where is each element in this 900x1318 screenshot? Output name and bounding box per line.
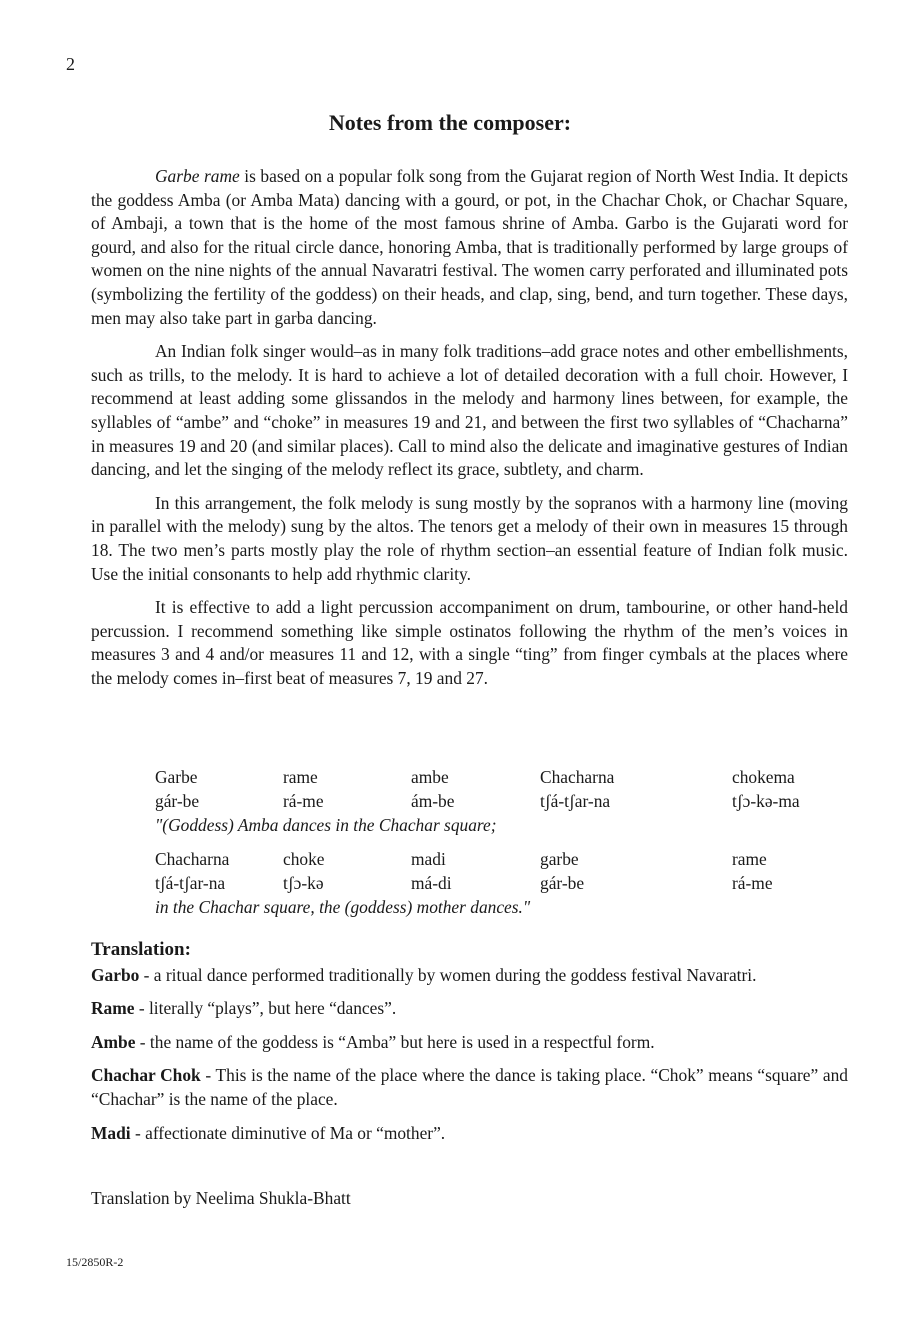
lyric-ipa: tʃá-tʃar-na bbox=[540, 791, 611, 811]
lyric-word: choke bbox=[283, 849, 325, 869]
lyric-word: Garbe bbox=[155, 767, 198, 787]
entry-term: Chachar Chok bbox=[91, 1065, 201, 1086]
lyric-word: Chacharna bbox=[540, 767, 615, 787]
lyric-word: rame bbox=[283, 767, 318, 787]
lyric-word: chokema bbox=[732, 767, 795, 787]
lyric-ipa: tʃɔ-kə bbox=[283, 873, 324, 893]
paragraph-text: is based on a popular folk song from the Gujarat region of North West India. It depicts the goddess Amba (or Amba Mata) dancing with a gourd, or pot, in the Chachar Chok, or Chachar Square, of Ambaji, a town that is the home of the most famous shrine of Amba. Garbo is the Gujarati word for gourd, and also for the ritual circle dance, honoring Amba, that is traditionally performed by large groups of women on the nine nights of the annual Navaratri festival. The women carry perforated and illuminated pots (symbolizing the fertility of the goddess) on their heads, and clap, sing, bend, and turn together. These days, men may also take part in garba dancing. bbox=[91, 166, 848, 328]
lyric-ipa: tʃɔ-kə-ma bbox=[732, 791, 800, 811]
lyric-ipa: má-di bbox=[411, 873, 452, 893]
lyric-ipa: rá-me bbox=[283, 791, 324, 811]
lyric-word: madi bbox=[411, 849, 446, 869]
translation-entry-madi bbox=[91, 1122, 848, 1146]
entry-term: Garbo bbox=[91, 964, 140, 985]
translation-entry-garbo bbox=[91, 964, 848, 988]
lyric-word: garbe bbox=[540, 849, 579, 869]
notes-paragraph-3: In this arrangement, the folk melody is sung mostly by the sopranos with a harmony line (moving in parallel with the melody) sung by the altos. The tenors get a melody of their own in measures 15 through 18. The two men’s parts mostly play the role of rhythm section–an essential feature of Indian folk music. Use the initial consonants to help add rhythmic clarity. bbox=[91, 492, 848, 584]
entry-term: Ambe bbox=[91, 1031, 136, 1052]
entry-term: Rame bbox=[91, 998, 135, 1019]
lyric-ipa-row bbox=[155, 871, 855, 895]
notes-paragraph-1 bbox=[91, 165, 848, 330]
lyric-ipa: gár-be bbox=[155, 791, 200, 811]
entry-definition: - literally “plays”, but here “dances”. bbox=[134, 998, 397, 1019]
lyric-ipa: ám-be bbox=[411, 791, 455, 811]
lyric-ipa: rá-me bbox=[732, 873, 773, 893]
entry-definition: - This is the name of the place where the dance is taking place. “Chok” means “square” and “Chachar” is the name of the place. bbox=[91, 1065, 848, 1109]
lyric-word: ambe bbox=[411, 767, 449, 787]
entry-definition: - affectionate diminutive of Ma or “mother”. bbox=[130, 1122, 446, 1143]
catalog-number: 15/2850R-2 bbox=[66, 1255, 124, 1269]
lyric-ipa-row bbox=[155, 789, 855, 813]
entry-term: Madi bbox=[91, 1122, 131, 1143]
translation-entry-rame bbox=[91, 997, 848, 1021]
lyric-gloss: "(Goddess) Amba dances in the Chachar square; bbox=[155, 815, 497, 835]
translation-credit: Translation by Neelima Shukla-Bhatt bbox=[91, 1188, 351, 1208]
composer-notes bbox=[91, 165, 848, 700]
translation-entry-chachar-chok bbox=[91, 1064, 848, 1111]
page-title: Notes from the composer: bbox=[328, 110, 572, 135]
translation-heading: Translation: bbox=[91, 939, 191, 960]
entry-definition: - the name of the goddess is “Amba” but here is used in a respectful form. bbox=[135, 1031, 655, 1052]
lyrics-table bbox=[155, 765, 855, 929]
lyric-ipa: tʃá-tʃar-na bbox=[155, 873, 226, 893]
translation-section bbox=[91, 938, 848, 1155]
lyrics-stanza-2 bbox=[155, 847, 855, 919]
lyric-gloss: in the Chachar square, the (goddess) mother dances." bbox=[155, 897, 531, 917]
notes-paragraph-4: It is effective to add a light percussion accompaniment on drum, tambourine, or other hand-held percussion. I recommend something like simple ostinatos following the rhythm of the men’s voices in measures 3 and 4 and/or measures 11 and 12, with a single “ting” from finger cymbals at the places where the melody comes in–first beat of measures 7, 19 and 27. bbox=[91, 597, 848, 688]
entry-definition: - a ritual dance performed traditionally by women during the goddess festival Navaratri. bbox=[139, 964, 757, 985]
notes-paragraph-2: An Indian folk singer would–as in many folk traditions–add grace notes and other embellishments, such as trills, to the melody. It is hard to achieve a lot of detailed decoration with a full choir. However, I recommend at least adding some glissandos in the melody and harmony lines between, for example, the syllables of “ambe” and “choke” in measures 19 and 21, and between the first two syllables of “Chacharna” in measures 19 and 20 (and similar places). Call to mind also the delicate and imaginative gestures of Indian dancing, and let the singing of the melody reflect its grace, subtlety, and charm. bbox=[91, 341, 848, 480]
lyric-word: rame bbox=[732, 849, 767, 869]
lyrics-stanza-1 bbox=[155, 765, 855, 837]
page-number: 2 bbox=[66, 54, 75, 74]
piece-title: Garbe rame bbox=[155, 166, 240, 186]
lyric-words-row bbox=[155, 847, 855, 871]
lyric-words-row bbox=[155, 765, 855, 789]
lyric-word: Chacharna bbox=[155, 849, 230, 869]
translation-entry-ambe bbox=[91, 1031, 848, 1055]
lyric-ipa: gár-be bbox=[540, 873, 585, 893]
